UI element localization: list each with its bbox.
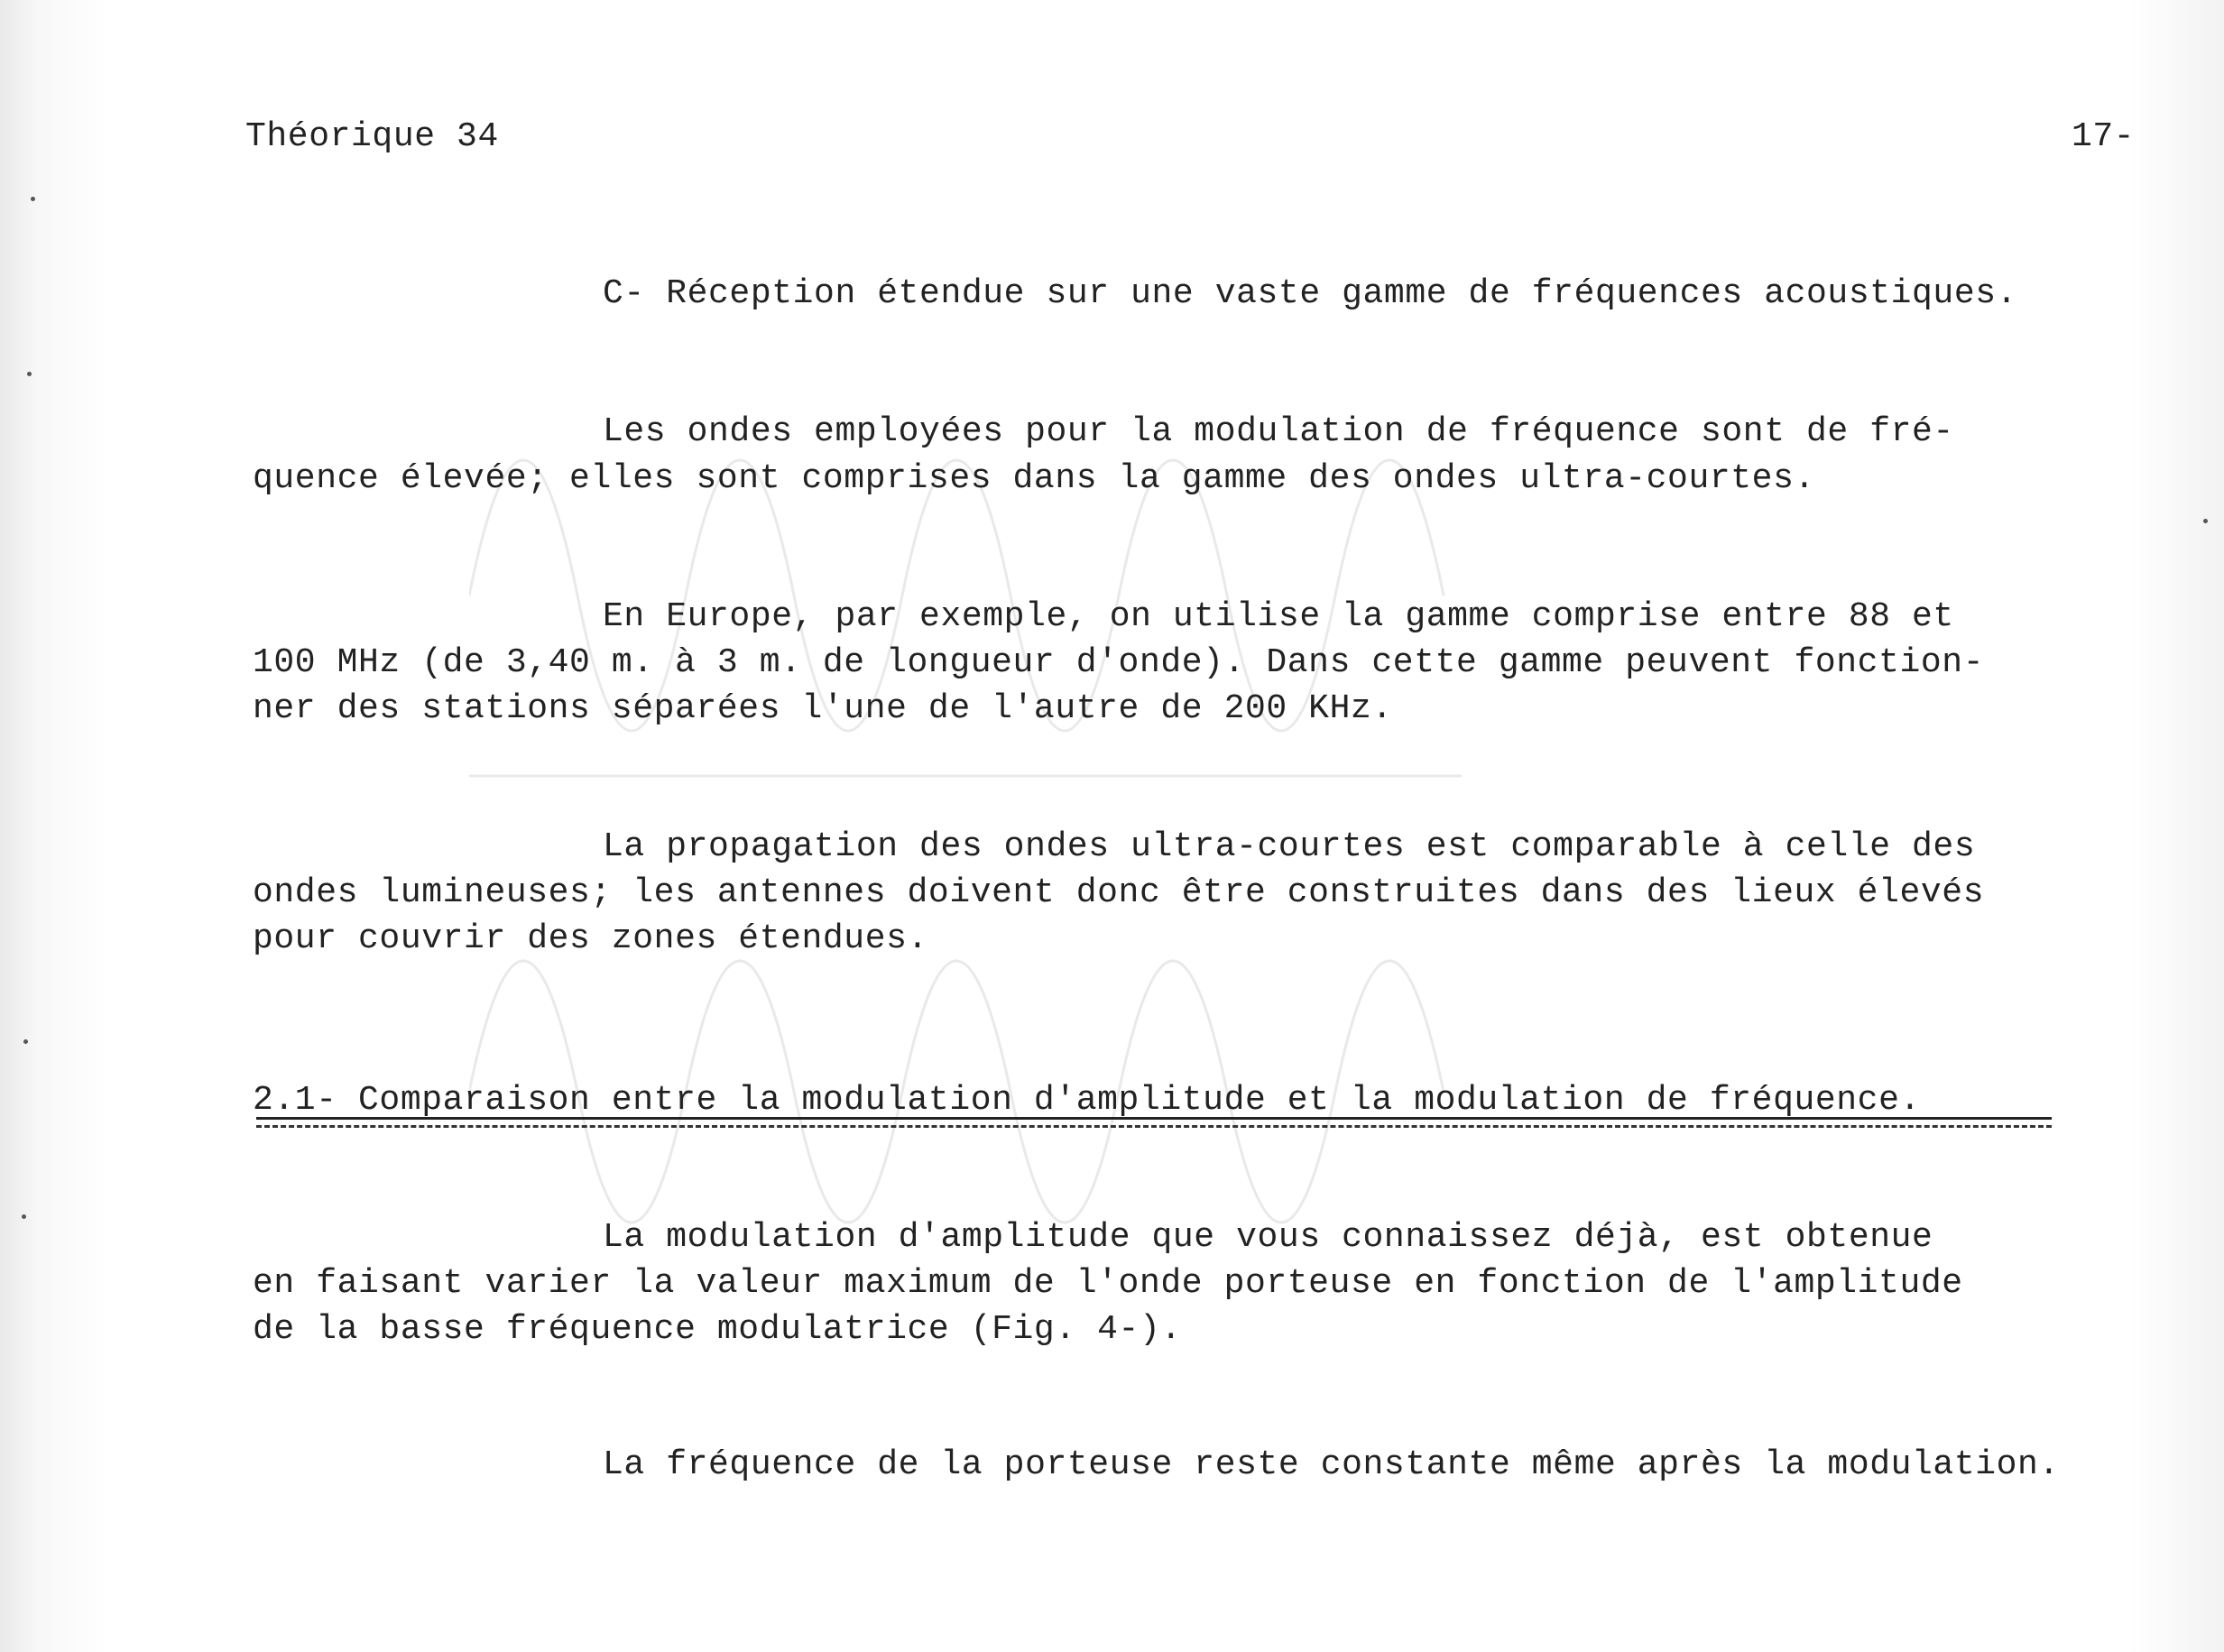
paragraph-line: en faisant varier la valeur maximum de l'onde porteuse en fonction de l'amplitude bbox=[253, 1264, 1963, 1303]
page-number: 17- bbox=[2072, 117, 2136, 156]
paragraph-line: La fréquence de la porteuse reste constante même après la modulation. bbox=[603, 1445, 2060, 1484]
paragraph-line: quence élevée; elles sont comprises dans la gamme des ondes ultra-courtes. bbox=[253, 459, 1815, 498]
paragraph-line: ondes lumineuses; les antennes doivent donc être construites dans des lieux élevés bbox=[253, 873, 1985, 912]
paragraph-line: ner des stations séparées l'une de l'autre de 200 KHz. bbox=[253, 689, 1393, 728]
paragraph-line: La modulation d'amplitude que vous connaissez déjà, est obtenue bbox=[603, 1218, 1933, 1257]
section-heading: 2.1- Comparaison entre la modulation d'amplitude et la modulation de fréquence. bbox=[253, 1081, 1921, 1120]
paragraph-line: de la basse fréquence modulatrice (Fig. 4-). bbox=[253, 1310, 1182, 1349]
page-header-title: Théorique 34 bbox=[245, 117, 499, 156]
section-heading-dashed-underline bbox=[256, 1125, 2052, 1128]
paragraph-line: 100 MHz (de 3,40 m. à 3 m. de longueur d'onde). Dans cette gamme peuvent fonction- bbox=[253, 643, 1985, 682]
scan-speck bbox=[22, 1214, 26, 1219]
paragraph-line: Les ondes employées pour la modulation de fréquence sont de fré- bbox=[603, 412, 1954, 451]
paragraph-line: En Europe, par exemple, on utilise la gamme comprise entre 88 et bbox=[603, 597, 1954, 636]
section-heading-underline bbox=[256, 1117, 2052, 1120]
paragraph-line: C- Réception étendue sur une vaste gamme de fréquences acoustiques. bbox=[603, 274, 2018, 313]
scan-speck bbox=[23, 1039, 28, 1044]
scan-speck bbox=[27, 372, 32, 376]
scan-speck bbox=[31, 197, 35, 201]
scan-speck bbox=[2203, 519, 2208, 523]
paragraph-line: La propagation des ondes ultra-courtes est comparable à celle des bbox=[603, 827, 1976, 866]
paragraph-line: pour couvrir des zones étendues. bbox=[253, 919, 928, 958]
